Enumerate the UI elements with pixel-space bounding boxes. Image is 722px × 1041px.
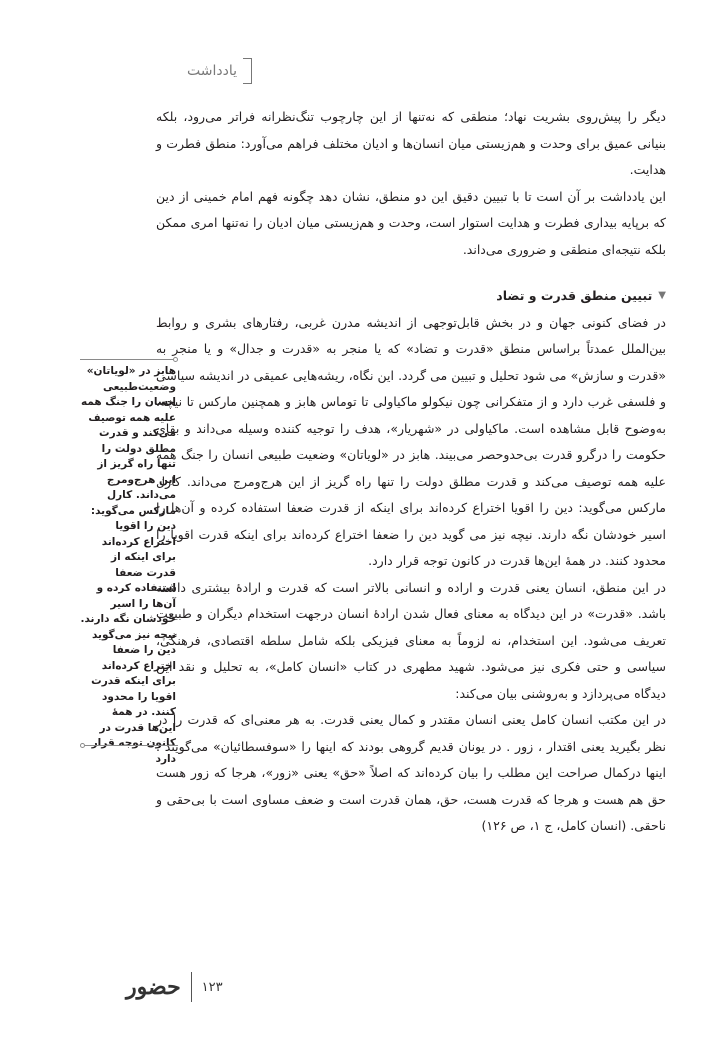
ring-dot-icon: [173, 357, 178, 362]
pull-quote-top-rule: [80, 356, 178, 362]
section-heading-text: تبیین منطق قدرت و تضاد: [496, 288, 653, 303]
body-paragraph: در این منطق، انسان یعنی قدرت و اراده و انسانی بالاتر است که قدرت و ارادهٔ بیشتری داشته باشد. «قدرت» در این دیدگاه به معنای فعال شدن ارادهٔ انسان درجهت استخدام دیگران و طبیعت تعریف می‌شود. این استخدام، نه لزوماً به معنای فیزیکی بلکه شامل سلطه اقتصادی، فرهنگی، سیاسی و حتی فکری نیز می‌شود. شهید مطهری در کتاب «انسان کامل»، به تحلیل و نقد این دیدگاه می‌پردازد و به‌روشنی بیان می‌کند:: [156, 579, 666, 701]
section-heading: [156, 283, 666, 310]
body-paragraph: در فضای کنونی جهان و در بخش قابل‌توجهی از اندیشه مدرن غربی، رفتارهای بشری و روابط بین‌الملل عمدتاً براساس منطق «قدرت و تضاد» که یا منجر به «قدرت و جدال» و یا منجر به «قدرت و سازش» می شود تحلیل و تبیین می گردد. این نگاه، ریشه‌هایی عمیقی در اندیشه سیاسی و فلسفی غرب دارد و از متفکرانی چون نیکولو ماکیاولی تا توماس هابز و همچنین مارکس تا نیچه، به‌وضوح قابل مشاهده است. ماکیاولی در «شهریار»، هدف را توجیه کننده وسیله می‌داند و بقای حکومت را درگرو قدرت بی‌حدوحصر می‌بیند. هابز در «لویاتان» وضعیت طبیعی انسان را جنگ همه علیه همه توصیف می‌کند و قدرت مطلق دولت را تنها راه گریز از این هرج‌ومرج می‌داند. کارل مارکس می‌گوید: دین را اقویا اختراع کرده‌اند برای اینکه از قدرت ضعفا استفاده کرده و آن‌ها را اسیر خودشان نگه دارند. نیچه نیز می گوید دین را ضعفا اختراع کرده‌اند برای اینکه قدرت اقویا را محدود کنند. در همهٔ این‌ها قدرت در کانون توجه قرار دارد.: [156, 314, 666, 568]
pull-quote-bottom-rule: [80, 742, 178, 748]
rule-line: [80, 359, 173, 360]
pull-quote: هابز در «لویاتان» وضعیت‌طبیعی انسان را جنگ همه علیه همه توصیف می‌کند و قدرت مطلق دولت را تنها راه گریز از این هرج‌ومرج می‌داند. کارل مارکس می‌گوید: دین را اقویا اختراع کرده‌اند برای اینکه از قدرت ضعفا استفاده کرده و آن‌ها را اسیر خودشان نگه دارند. نیچه نیز می‌گوید دین را ضعفا اختراع کرده‌اند برای اینکه قدرت اقویا را محدود کنند. در همهٔ این‌ها قدرت در کانون توجه قرار دارد: [80, 365, 176, 765]
header-bracket: [243, 58, 252, 84]
section-label: یادداشت: [187, 63, 237, 79]
page-number: ۱۲۳: [201, 979, 223, 995]
intro-paragraph: این یادداشت بر آن است تا با تبیین دقیق این دو منطق، نشان دهد چگونه فهم امام خمینی از دین که برپایه بیداری فطرت و هدایت استوار است، وحدت و هم‌زیستی میان ادیان را نه‌تنها امری ممکن بلکه نتیجه‌ای منطقی و ضروری می‌داند.: [156, 188, 666, 257]
main-column: [156, 104, 666, 840]
magazine-logo: حضور: [126, 974, 181, 1000]
body-paragraph: در این مکتب انسان کامل یعنی انسان مقتدر و کمال یعنی قدرت. به هر معنی‌ای که قدرت را در نظر بگیرید یعنی اقتدار ، زور . در یونان قدیم گروهی بودند که اینها را «سوفسطائیان» می‌گویند . اینها درکمال صراحت این مطلب را بیان کرده‌اند که اصلاً «حق» یعنی «زور»، هرجا که زور هست حق هم هست و هرجا که قدرت هست، حق، همان قدرت است و ضعف مساوی است با بی‌حقی و ناحقی. (انسان کامل، ج ۱، ص ۱۲۶): [156, 712, 666, 833]
rule-line: [85, 745, 178, 746]
footer-divider: [191, 972, 192, 1002]
running-header: [187, 58, 252, 84]
intro-paragraph: دیگر را پیش‌روی بشریت نهاد؛ منطقی که نه‌تنها از این چارچوب تنگ‌نظرانه فراتر می‌رود، بلکه بنیانی عمیق برای وحدت و هم‌زیستی میان انسان‌ها و ادیان مختلف فراهم می‌آورد: منطق فطرت و هدایت.: [156, 109, 666, 177]
page-footer: [126, 970, 223, 1004]
triangle-down-icon: ▼: [658, 290, 666, 301]
